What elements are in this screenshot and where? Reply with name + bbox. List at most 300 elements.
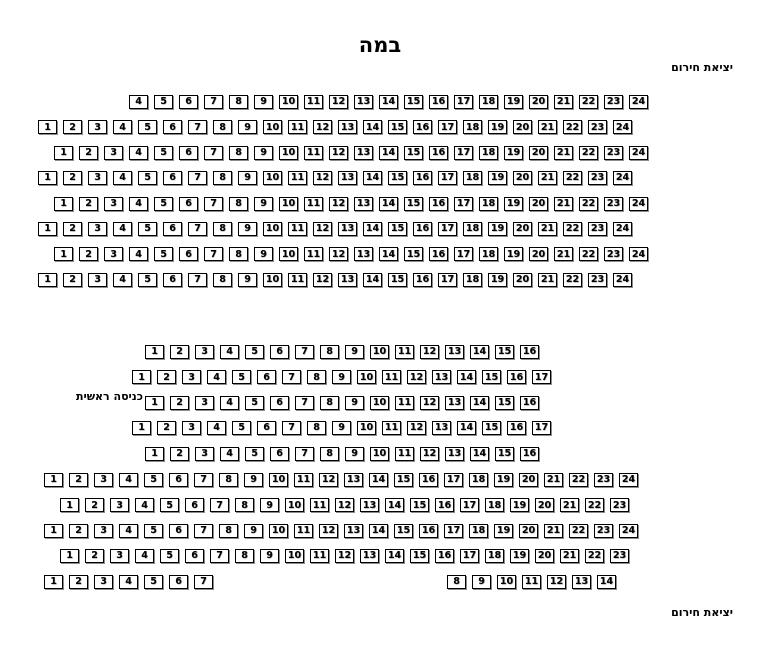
seat-lower-row2-12[interactable]: 12: [335, 498, 354, 512]
seat-middle-row1-9[interactable]: 9: [345, 345, 364, 359]
seat-lower-row5-13[interactable]: 13: [572, 575, 591, 589]
seat-upper-row5-16[interactable]: 16: [429, 197, 448, 211]
seat-middle-row2-4[interactable]: 4: [207, 370, 226, 384]
seat-middle-row3-6[interactable]: 6: [270, 396, 289, 410]
seat-lower-row1-12[interactable]: 12: [319, 473, 338, 487]
seat-middle-row1-14[interactable]: 14: [470, 345, 489, 359]
seat-upper-row8-2[interactable]: 2: [63, 273, 82, 287]
seat-upper-row5-19[interactable]: 19: [504, 197, 523, 211]
seat-upper-row1-7[interactable]: 7: [204, 95, 223, 109]
seat-lower-row2-6[interactable]: 6: [185, 498, 204, 512]
seat-middle-row5-12[interactable]: 12: [420, 447, 439, 461]
seat-upper-row8-6[interactable]: 6: [163, 273, 182, 287]
seat-upper-row7-12[interactable]: 12: [329, 247, 348, 261]
seat-lower-row5-1[interactable]: 1: [44, 575, 63, 589]
seat-upper-row2-11[interactable]: 11: [288, 120, 307, 134]
seat-lower-row5-7[interactable]: 7: [194, 575, 213, 589]
seat-lower-row3-7[interactable]: 7: [194, 524, 213, 538]
seat-middle-row1-16[interactable]: 16: [520, 345, 539, 359]
seat-lower-row4-6[interactable]: 6: [185, 549, 204, 563]
seat-middle-row4-14[interactable]: 14: [457, 421, 476, 435]
seat-upper-row8-14[interactable]: 14: [363, 273, 382, 287]
seat-middle-row1-5[interactable]: 5: [245, 345, 264, 359]
seat-lower-row3-9[interactable]: 9: [244, 524, 263, 538]
seat-lower-row4-11[interactable]: 11: [310, 549, 329, 563]
seat-lower-row2-9[interactable]: 9: [260, 498, 279, 512]
seat-upper-row1-9[interactable]: 9: [254, 95, 273, 109]
seat-middle-row3-15[interactable]: 15: [495, 396, 514, 410]
seat-upper-row7-14[interactable]: 14: [379, 247, 398, 261]
seat-lower-row3-22[interactable]: 22: [569, 524, 588, 538]
seat-middle-row3-2[interactable]: 2: [170, 396, 189, 410]
seat-upper-row2-4[interactable]: 4: [113, 120, 132, 134]
seat-middle-row4-13[interactable]: 13: [432, 421, 451, 435]
seat-lower-row5-6[interactable]: 6: [169, 575, 188, 589]
seat-upper-row6-13[interactable]: 13: [338, 222, 357, 236]
seat-upper-row8-10[interactable]: 10: [263, 273, 282, 287]
seat-middle-row4-17[interactable]: 17: [532, 421, 551, 435]
seat-middle-row3-13[interactable]: 13: [445, 396, 464, 410]
seat-middle-row5-5[interactable]: 5: [245, 447, 264, 461]
seat-upper-row4-4[interactable]: 4: [113, 171, 132, 185]
seat-upper-row6-18[interactable]: 18: [463, 222, 482, 236]
seat-upper-row4-23[interactable]: 23: [588, 171, 607, 185]
seat-lower-row1-9[interactable]: 9: [244, 473, 263, 487]
seat-upper-row8-3[interactable]: 3: [88, 273, 107, 287]
seat-upper-row5-22[interactable]: 22: [579, 197, 598, 211]
seat-upper-row3-11[interactable]: 11: [304, 146, 323, 160]
seat-upper-row4-9[interactable]: 9: [238, 171, 257, 185]
seat-upper-row2-14[interactable]: 14: [363, 120, 382, 134]
seat-lower-row4-3[interactable]: 3: [110, 549, 129, 563]
seat-middle-row1-2[interactable]: 2: [170, 345, 189, 359]
seat-upper-row4-3[interactable]: 3: [88, 171, 107, 185]
seat-lower-row3-23[interactable]: 23: [594, 524, 613, 538]
seat-middle-row1-12[interactable]: 12: [420, 345, 439, 359]
seat-upper-row4-15[interactable]: 15: [388, 171, 407, 185]
seat-upper-row3-21[interactable]: 21: [554, 146, 573, 160]
seat-upper-row6-9[interactable]: 9: [238, 222, 257, 236]
seat-upper-row3-3[interactable]: 3: [104, 146, 123, 160]
seat-lower-row4-23[interactable]: 23: [610, 549, 629, 563]
seat-middle-row2-3[interactable]: 3: [182, 370, 201, 384]
seat-lower-row4-2[interactable]: 2: [85, 549, 104, 563]
seat-middle-row4-9[interactable]: 9: [332, 421, 351, 435]
seat-upper-row5-18[interactable]: 18: [479, 197, 498, 211]
seat-lower-row1-14[interactable]: 14: [369, 473, 388, 487]
seat-lower-row3-1[interactable]: 1: [44, 524, 63, 538]
seat-lower-row2-10[interactable]: 10: [285, 498, 304, 512]
seat-lower-row4-5[interactable]: 5: [160, 549, 179, 563]
seat-middle-row5-10[interactable]: 10: [370, 447, 389, 461]
seat-upper-row2-8[interactable]: 8: [213, 120, 232, 134]
seat-middle-row2-15[interactable]: 15: [482, 370, 501, 384]
seat-upper-row4-21[interactable]: 21: [538, 171, 557, 185]
seat-upper-row5-12[interactable]: 12: [329, 197, 348, 211]
seat-upper-row5-8[interactable]: 8: [229, 197, 248, 211]
seat-middle-row3-12[interactable]: 12: [420, 396, 439, 410]
seat-upper-row2-5[interactable]: 5: [138, 120, 157, 134]
seat-lower-row3-21[interactable]: 21: [544, 524, 563, 538]
seat-upper-row6-15[interactable]: 15: [388, 222, 407, 236]
seat-upper-row5-14[interactable]: 14: [379, 197, 398, 211]
seat-lower-row2-4[interactable]: 4: [135, 498, 154, 512]
seat-middle-row4-1[interactable]: 1: [132, 421, 151, 435]
seat-upper-row6-23[interactable]: 23: [588, 222, 607, 236]
seat-upper-row4-6[interactable]: 6: [163, 171, 182, 185]
seat-upper-row2-12[interactable]: 12: [313, 120, 332, 134]
seat-lower-row1-15[interactable]: 15: [394, 473, 413, 487]
seat-upper-row7-8[interactable]: 8: [229, 247, 248, 261]
seat-middle-row2-17[interactable]: 17: [532, 370, 551, 384]
seat-lower-row5-12[interactable]: 12: [547, 575, 566, 589]
seat-lower-row1-17[interactable]: 17: [444, 473, 463, 487]
seat-middle-row5-16[interactable]: 16: [520, 447, 539, 461]
seat-upper-row3-6[interactable]: 6: [179, 146, 198, 160]
seat-upper-row2-2[interactable]: 2: [63, 120, 82, 134]
seat-lower-row2-7[interactable]: 7: [210, 498, 229, 512]
seat-upper-row3-16[interactable]: 16: [429, 146, 448, 160]
seat-upper-row1-8[interactable]: 8: [229, 95, 248, 109]
seat-upper-row2-23[interactable]: 23: [588, 120, 607, 134]
seat-upper-row7-17[interactable]: 17: [454, 247, 473, 261]
seat-upper-row1-11[interactable]: 11: [304, 95, 323, 109]
seat-upper-row6-4[interactable]: 4: [113, 222, 132, 236]
seat-upper-row7-9[interactable]: 9: [254, 247, 273, 261]
seat-upper-row5-2[interactable]: 2: [79, 197, 98, 211]
seat-upper-row6-24[interactable]: 24: [613, 222, 632, 236]
seat-upper-row2-21[interactable]: 21: [538, 120, 557, 134]
seat-upper-row5-9[interactable]: 9: [254, 197, 273, 211]
seat-lower-row2-19[interactable]: 19: [510, 498, 529, 512]
seat-middle-row2-6[interactable]: 6: [257, 370, 276, 384]
seat-middle-row5-6[interactable]: 6: [270, 447, 289, 461]
seat-lower-row4-13[interactable]: 13: [360, 549, 379, 563]
seat-middle-row3-11[interactable]: 11: [395, 396, 414, 410]
seat-middle-row4-6[interactable]: 6: [257, 421, 276, 435]
seat-upper-row4-14[interactable]: 14: [363, 171, 382, 185]
seat-middle-row1-13[interactable]: 13: [445, 345, 464, 359]
seat-upper-row6-12[interactable]: 12: [313, 222, 332, 236]
seat-upper-row7-23[interactable]: 23: [604, 247, 623, 261]
seat-upper-row7-18[interactable]: 18: [479, 247, 498, 261]
seat-lower-row1-8[interactable]: 8: [219, 473, 238, 487]
seat-lower-row4-19[interactable]: 19: [510, 549, 529, 563]
seat-upper-row6-10[interactable]: 10: [263, 222, 282, 236]
seat-upper-row1-12[interactable]: 12: [329, 95, 348, 109]
seat-lower-row3-24[interactable]: 24: [619, 524, 638, 538]
seat-upper-row6-19[interactable]: 19: [488, 222, 507, 236]
seat-lower-row3-19[interactable]: 19: [494, 524, 513, 538]
seat-upper-row4-10[interactable]: 10: [263, 171, 282, 185]
seat-upper-row4-16[interactable]: 16: [413, 171, 432, 185]
seat-lower-row2-23[interactable]: 23: [610, 498, 629, 512]
seat-middle-row4-3[interactable]: 3: [182, 421, 201, 435]
seat-upper-row5-4[interactable]: 4: [129, 197, 148, 211]
seat-lower-row2-15[interactable]: 15: [410, 498, 429, 512]
seat-upper-row5-24[interactable]: 24: [629, 197, 648, 211]
seat-lower-row1-22[interactable]: 22: [569, 473, 588, 487]
seat-lower-row1-1[interactable]: 1: [44, 473, 63, 487]
seat-upper-row7-1[interactable]: 1: [54, 247, 73, 261]
seat-upper-row3-19[interactable]: 19: [504, 146, 523, 160]
seat-lower-row1-24[interactable]: 24: [619, 473, 638, 487]
seat-upper-row1-10[interactable]: 10: [279, 95, 298, 109]
seat-middle-row1-8[interactable]: 8: [320, 345, 339, 359]
seat-lower-row3-2[interactable]: 2: [69, 524, 88, 538]
seat-lower-row2-21[interactable]: 21: [560, 498, 579, 512]
seat-lower-row3-3[interactable]: 3: [94, 524, 113, 538]
seat-upper-row7-20[interactable]: 20: [529, 247, 548, 261]
seat-middle-row3-7[interactable]: 7: [295, 396, 314, 410]
seat-upper-row1-24[interactable]: 24: [629, 95, 648, 109]
seat-upper-row3-23[interactable]: 23: [604, 146, 623, 160]
seat-middle-row5-4[interactable]: 4: [220, 447, 239, 461]
seat-upper-row1-6[interactable]: 6: [179, 95, 198, 109]
seat-upper-row4-17[interactable]: 17: [438, 171, 457, 185]
seat-upper-row2-16[interactable]: 16: [413, 120, 432, 134]
seat-middle-row1-4[interactable]: 4: [220, 345, 239, 359]
seat-lower-row1-16[interactable]: 16: [419, 473, 438, 487]
seat-upper-row3-4[interactable]: 4: [129, 146, 148, 160]
seat-lower-row5-9[interactable]: 9: [472, 575, 491, 589]
seat-lower-row5-10[interactable]: 10: [497, 575, 516, 589]
seat-upper-row1-19[interactable]: 19: [504, 95, 523, 109]
seat-lower-row1-6[interactable]: 6: [169, 473, 188, 487]
seat-upper-row2-18[interactable]: 18: [463, 120, 482, 134]
seat-upper-row5-15[interactable]: 15: [404, 197, 423, 211]
seat-upper-row6-7[interactable]: 7: [188, 222, 207, 236]
seat-middle-row4-5[interactable]: 5: [232, 421, 251, 435]
seat-upper-row4-12[interactable]: 12: [313, 171, 332, 185]
seat-upper-row5-23[interactable]: 23: [604, 197, 623, 211]
seat-upper-row5-1[interactable]: 1: [54, 197, 73, 211]
seat-lower-row3-10[interactable]: 10: [269, 524, 288, 538]
seat-lower-row2-1[interactable]: 1: [60, 498, 79, 512]
seat-lower-row4-9[interactable]: 9: [260, 549, 279, 563]
seat-upper-row7-7[interactable]: 7: [204, 247, 223, 261]
seat-middle-row2-14[interactable]: 14: [457, 370, 476, 384]
seat-upper-row3-14[interactable]: 14: [379, 146, 398, 160]
seat-upper-row5-20[interactable]: 20: [529, 197, 548, 211]
seat-lower-row1-3[interactable]: 3: [94, 473, 113, 487]
seat-upper-row1-16[interactable]: 16: [429, 95, 448, 109]
seat-middle-row2-8[interactable]: 8: [307, 370, 326, 384]
seat-upper-row1-23[interactable]: 23: [604, 95, 623, 109]
seat-upper-row8-21[interactable]: 21: [538, 273, 557, 287]
seat-upper-row8-9[interactable]: 9: [238, 273, 257, 287]
seat-lower-row5-5[interactable]: 5: [144, 575, 163, 589]
seat-lower-row5-8[interactable]: 8: [447, 575, 466, 589]
seat-middle-row4-11[interactable]: 11: [382, 421, 401, 435]
seat-upper-row2-7[interactable]: 7: [188, 120, 207, 134]
seat-upper-row1-13[interactable]: 13: [354, 95, 373, 109]
seat-lower-row1-2[interactable]: 2: [69, 473, 88, 487]
seat-lower-row2-5[interactable]: 5: [160, 498, 179, 512]
seat-lower-row1-21[interactable]: 21: [544, 473, 563, 487]
seat-lower-row2-22[interactable]: 22: [585, 498, 604, 512]
seat-upper-row8-18[interactable]: 18: [463, 273, 482, 287]
seat-lower-row4-1[interactable]: 1: [60, 549, 79, 563]
seat-upper-row3-20[interactable]: 20: [529, 146, 548, 160]
seat-upper-row2-1[interactable]: 1: [38, 120, 57, 134]
seat-lower-row2-14[interactable]: 14: [385, 498, 404, 512]
seat-middle-row3-8[interactable]: 8: [320, 396, 339, 410]
seat-upper-row7-16[interactable]: 16: [429, 247, 448, 261]
seat-lower-row4-16[interactable]: 16: [435, 549, 454, 563]
seat-middle-row5-2[interactable]: 2: [170, 447, 189, 461]
seat-upper-row3-17[interactable]: 17: [454, 146, 473, 160]
seat-lower-row1-10[interactable]: 10: [269, 473, 288, 487]
seat-upper-row7-21[interactable]: 21: [554, 247, 573, 261]
seat-upper-row6-20[interactable]: 20: [513, 222, 532, 236]
seat-upper-row7-24[interactable]: 24: [629, 247, 648, 261]
seat-lower-row1-23[interactable]: 23: [594, 473, 613, 487]
seat-upper-row2-17[interactable]: 17: [438, 120, 457, 134]
seat-upper-row4-8[interactable]: 8: [213, 171, 232, 185]
seat-upper-row4-13[interactable]: 13: [338, 171, 357, 185]
seat-lower-row4-17[interactable]: 17: [460, 549, 479, 563]
seat-upper-row6-16[interactable]: 16: [413, 222, 432, 236]
seat-upper-row2-20[interactable]: 20: [513, 120, 532, 134]
seat-upper-row7-15[interactable]: 15: [404, 247, 423, 261]
seat-middle-row4-16[interactable]: 16: [507, 421, 526, 435]
seat-middle-row3-10[interactable]: 10: [370, 396, 389, 410]
seat-upper-row7-6[interactable]: 6: [179, 247, 198, 261]
seat-middle-row5-13[interactable]: 13: [445, 447, 464, 461]
seat-middle-row4-7[interactable]: 7: [282, 421, 301, 435]
seat-lower-row3-16[interactable]: 16: [419, 524, 438, 538]
seat-middle-row5-14[interactable]: 14: [470, 447, 489, 461]
seat-upper-row1-4[interactable]: 4: [129, 95, 148, 109]
seat-lower-row5-11[interactable]: 11: [522, 575, 541, 589]
seat-lower-row1-20[interactable]: 20: [519, 473, 538, 487]
seat-upper-row4-18[interactable]: 18: [463, 171, 482, 185]
seat-upper-row6-2[interactable]: 2: [63, 222, 82, 236]
seat-lower-row1-11[interactable]: 11: [294, 473, 313, 487]
seat-upper-row1-21[interactable]: 21: [554, 95, 573, 109]
seat-upper-row7-11[interactable]: 11: [304, 247, 323, 261]
seat-upper-row2-19[interactable]: 19: [488, 120, 507, 134]
seat-middle-row3-16[interactable]: 16: [520, 396, 539, 410]
seat-lower-row4-22[interactable]: 22: [585, 549, 604, 563]
seat-upper-row2-10[interactable]: 10: [263, 120, 282, 134]
seat-lower-row3-8[interactable]: 8: [219, 524, 238, 538]
seat-middle-row4-8[interactable]: 8: [307, 421, 326, 435]
seat-upper-row3-12[interactable]: 12: [329, 146, 348, 160]
seat-lower-row2-13[interactable]: 13: [360, 498, 379, 512]
seat-upper-row6-17[interactable]: 17: [438, 222, 457, 236]
seat-lower-row3-15[interactable]: 15: [394, 524, 413, 538]
seat-upper-row3-8[interactable]: 8: [229, 146, 248, 160]
seat-middle-row4-2[interactable]: 2: [157, 421, 176, 435]
seat-upper-row2-24[interactable]: 24: [613, 120, 632, 134]
seat-middle-row5-8[interactable]: 8: [320, 447, 339, 461]
seat-middle-row2-13[interactable]: 13: [432, 370, 451, 384]
seat-lower-row3-18[interactable]: 18: [469, 524, 488, 538]
seat-middle-row3-4[interactable]: 4: [220, 396, 239, 410]
seat-upper-row5-6[interactable]: 6: [179, 197, 198, 211]
seat-upper-row8-23[interactable]: 23: [588, 273, 607, 287]
seat-upper-row4-11[interactable]: 11: [288, 171, 307, 185]
seat-middle-row2-16[interactable]: 16: [507, 370, 526, 384]
seat-middle-row1-11[interactable]: 11: [395, 345, 414, 359]
seat-upper-row1-5[interactable]: 5: [154, 95, 173, 109]
seat-lower-row4-12[interactable]: 12: [335, 549, 354, 563]
seat-lower-row2-18[interactable]: 18: [485, 498, 504, 512]
seat-upper-row2-22[interactable]: 22: [563, 120, 582, 134]
seat-middle-row2-7[interactable]: 7: [282, 370, 301, 384]
seat-upper-row8-15[interactable]: 15: [388, 273, 407, 287]
seat-upper-row1-18[interactable]: 18: [479, 95, 498, 109]
seat-upper-row1-14[interactable]: 14: [379, 95, 398, 109]
seat-upper-row8-13[interactable]: 13: [338, 273, 357, 287]
seat-upper-row4-22[interactable]: 22: [563, 171, 582, 185]
seat-upper-row1-20[interactable]: 20: [529, 95, 548, 109]
seat-middle-row2-10[interactable]: 10: [357, 370, 376, 384]
seat-upper-row4-2[interactable]: 2: [63, 171, 82, 185]
seat-upper-row8-5[interactable]: 5: [138, 273, 157, 287]
seat-upper-row8-7[interactable]: 7: [188, 273, 207, 287]
seat-middle-row2-2[interactable]: 2: [157, 370, 176, 384]
seat-upper-row4-24[interactable]: 24: [613, 171, 632, 185]
seat-lower-row3-13[interactable]: 13: [344, 524, 363, 538]
seat-upper-row8-20[interactable]: 20: [513, 273, 532, 287]
seat-lower-row2-16[interactable]: 16: [435, 498, 454, 512]
seat-upper-row8-11[interactable]: 11: [288, 273, 307, 287]
seat-lower-row2-17[interactable]: 17: [460, 498, 479, 512]
seat-lower-row2-8[interactable]: 8: [235, 498, 254, 512]
seat-middle-row5-1[interactable]: 1: [145, 447, 164, 461]
seat-lower-row3-20[interactable]: 20: [519, 524, 538, 538]
seat-upper-row5-10[interactable]: 10: [279, 197, 298, 211]
seat-upper-row1-17[interactable]: 17: [454, 95, 473, 109]
seat-upper-row6-3[interactable]: 3: [88, 222, 107, 236]
seat-upper-row1-22[interactable]: 22: [579, 95, 598, 109]
seat-lower-row2-3[interactable]: 3: [110, 498, 129, 512]
seat-lower-row3-5[interactable]: 5: [144, 524, 163, 538]
seat-upper-row2-13[interactable]: 13: [338, 120, 357, 134]
seat-upper-row6-14[interactable]: 14: [363, 222, 382, 236]
seat-upper-row4-1[interactable]: 1: [38, 171, 57, 185]
seat-upper-row5-5[interactable]: 5: [154, 197, 173, 211]
seat-upper-row2-3[interactable]: 3: [88, 120, 107, 134]
seat-lower-row3-12[interactable]: 12: [319, 524, 338, 538]
seat-upper-row6-11[interactable]: 11: [288, 222, 307, 236]
seat-middle-row1-6[interactable]: 6: [270, 345, 289, 359]
seat-lower-row4-7[interactable]: 7: [210, 549, 229, 563]
seat-lower-row1-13[interactable]: 13: [344, 473, 363, 487]
seat-middle-row1-15[interactable]: 15: [495, 345, 514, 359]
seat-upper-row6-21[interactable]: 21: [538, 222, 557, 236]
seat-upper-row3-7[interactable]: 7: [204, 146, 223, 160]
seat-upper-row4-19[interactable]: 19: [488, 171, 507, 185]
seat-lower-row4-4[interactable]: 4: [135, 549, 154, 563]
seat-upper-row7-2[interactable]: 2: [79, 247, 98, 261]
seat-lower-row1-18[interactable]: 18: [469, 473, 488, 487]
seat-lower-row2-20[interactable]: 20: [535, 498, 554, 512]
seat-upper-row8-22[interactable]: 22: [563, 273, 582, 287]
seat-middle-row5-11[interactable]: 11: [395, 447, 414, 461]
seat-middle-row3-14[interactable]: 14: [470, 396, 489, 410]
seat-upper-row3-13[interactable]: 13: [354, 146, 373, 160]
seat-lower-row3-17[interactable]: 17: [444, 524, 463, 538]
seat-middle-row4-12[interactable]: 12: [407, 421, 426, 435]
seat-middle-row2-1[interactable]: 1: [132, 370, 151, 384]
seat-upper-row6-8[interactable]: 8: [213, 222, 232, 236]
seat-middle-row3-3[interactable]: 3: [195, 396, 214, 410]
seat-middle-row4-4[interactable]: 4: [207, 421, 226, 435]
